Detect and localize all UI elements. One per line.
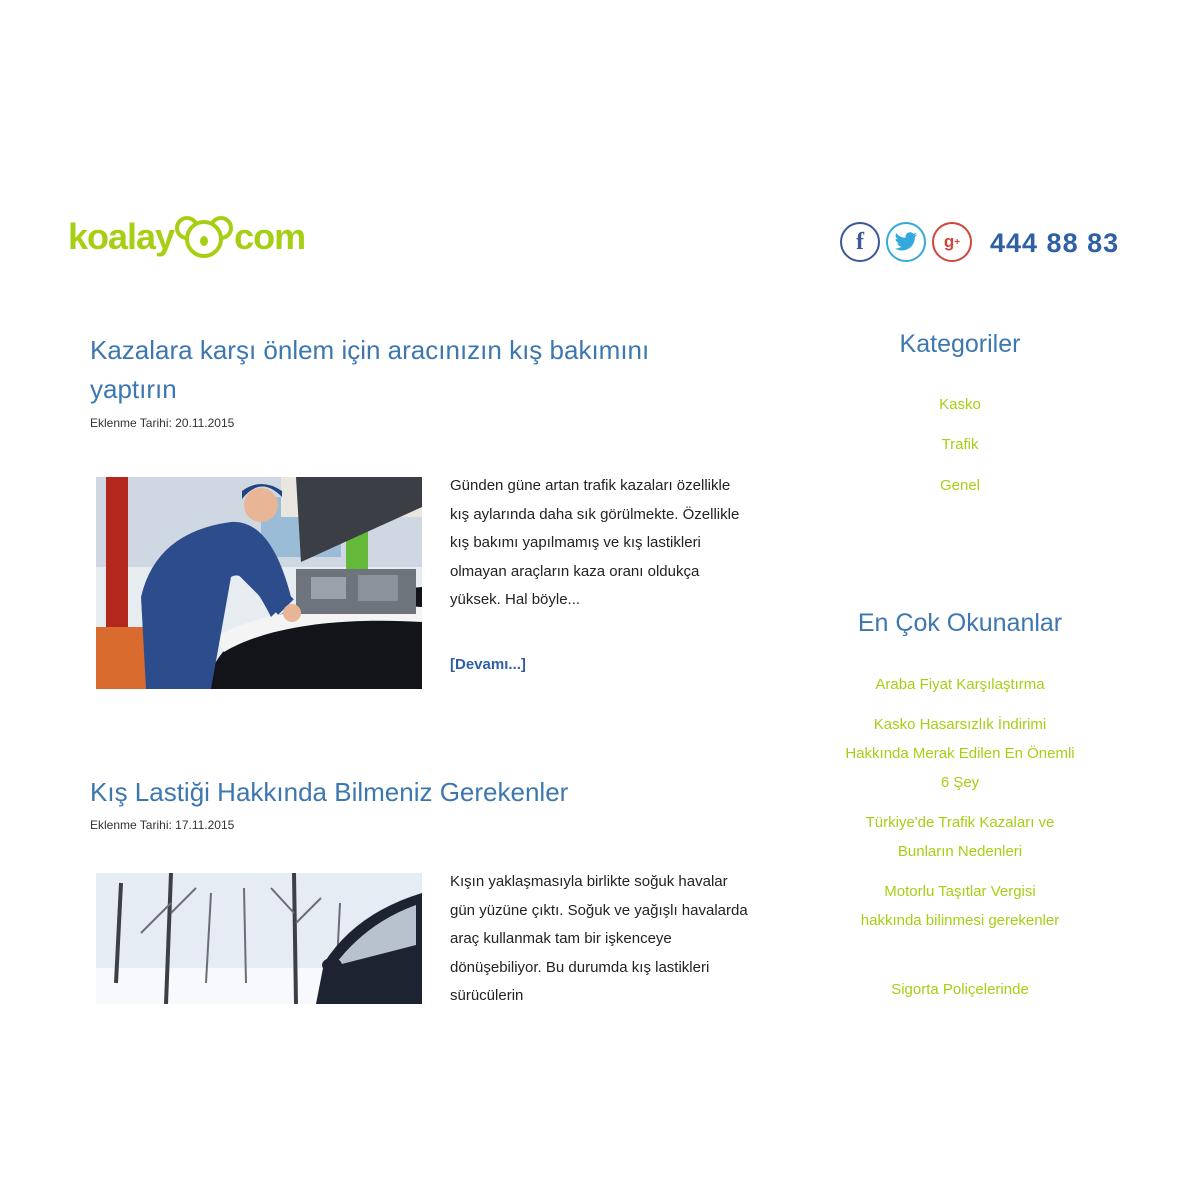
twitter-icon[interactable] <box>886 222 926 262</box>
logo-text-com: com <box>234 216 306 257</box>
site-logo[interactable] <box>68 212 305 262</box>
categories-heading: Kategoriler <box>899 330 1021 358</box>
mechanic-car-photo <box>96 477 422 689</box>
popular-link[interactable]: Motorlu Taşıtlar Vergisi hakkında bilinmesi gerekenler <box>860 883 1060 929</box>
popular-link[interactable]: Türkiye'de Trafik Kazaları ve Bunların Nedenleri <box>865 814 1055 860</box>
post-date: Eklenme Tarihi: 17.11.2015 <box>90 818 235 832</box>
social-links <box>840 222 972 262</box>
post-excerpt: Kışın yaklaşmasıyla birlikte soğuk havalar gün yüzüne çıktı. Soğuk ve yağışlı havalarda araç kullanmak tam bir işkenceye dönüşebiliyor. Bu durumda kış lastikleri sürücülerin <box>450 873 748 1004</box>
category-link-genel[interactable]: Genel <box>939 477 981 494</box>
popular-link[interactable]: Kasko Hasarsızlık İndirimi Hakkında Merak Edilen En Önemli 6 Şey <box>845 716 1075 791</box>
snowy-road-photo <box>96 873 422 1004</box>
popular-link[interactable]: Sigorta Poliçelerinde <box>891 981 1029 998</box>
twitter-bird-icon <box>894 232 918 252</box>
google-plus-icon[interactable]: g + <box>932 222 972 262</box>
koala-logo-icon <box>175 214 233 260</box>
popular-link[interactable]: Araba Fiyat Karşılaştırma <box>875 676 1045 693</box>
category-link-kasko[interactable]: Kasko <box>939 396 981 413</box>
facebook-icon[interactable]: f <box>840 222 880 262</box>
phone-number[interactable]: 444 88 83 <box>990 228 1120 258</box>
post-date: Eklenme Tarihi: 20.11.2015 <box>90 416 235 430</box>
popular-heading: En Çok Okunanlar <box>857 609 1063 637</box>
logo-text-koalay: koalay <box>68 216 175 257</box>
post-title[interactable]: Kazalara karşı önlem için aracınızın kış bakımını yaptırın <box>90 335 650 404</box>
post-title[interactable]: Kış Lastiği Hakkında Bilmeniz Gerekenler <box>90 777 569 807</box>
post-excerpt: Günden güne artan trafik kazaları özellikle kış aylarında daha sık görülmekte. Özellikle kış bakımı yapılmamış ve kış lastikleri olmayan araçların kaza oranı oldukça yüksek. Hal böyle... <box>450 477 740 608</box>
post-image[interactable] <box>96 477 422 689</box>
post-image[interactable] <box>96 873 422 1004</box>
category-link-trafik[interactable]: Trafik <box>941 436 979 453</box>
read-more-link[interactable]: [Devamı...] <box>450 656 526 673</box>
